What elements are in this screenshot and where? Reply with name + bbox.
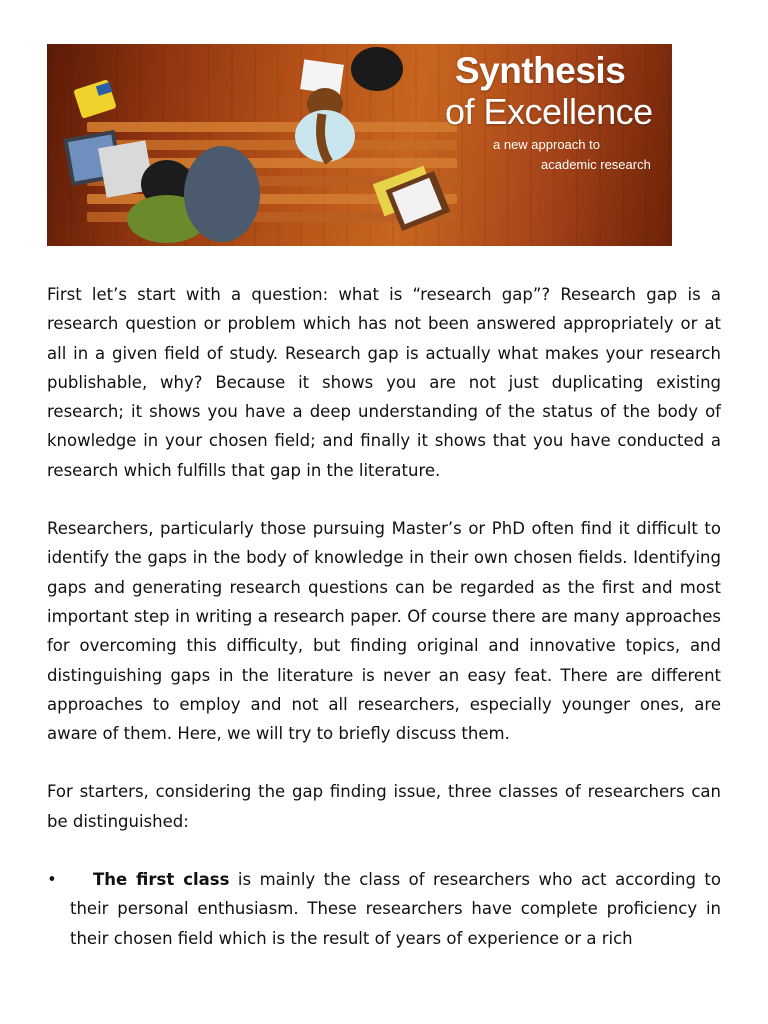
article-body xyxy=(47,280,721,953)
paragraph-difficulty: Researchers, particularly those pursuing Master’s or PhD often find it difficult to identify the gaps in the body of knowledge in their own chosen fields. Identifying gaps and generating research questions can be regarded as the first and most important step in writing a research paper. Of course there are many approaches for overcoming this difficulty, but finding original and innovative topics, and distinguishing gaps in the literature is never an easy feat. There are different approaches to employ and not all researchers, especially younger ones, are aware of them. Here, we will try to briefly discuss them. xyxy=(47,519,721,744)
banner-tagline-line1: a new approach to xyxy=(493,137,600,152)
banner-subtitle: of Excellence xyxy=(445,91,653,132)
bullet-text: is mainly the class of researchers who act according to their personal enthusiasm. These researchers have complete proficiency in their chosen field which is the result of years of experience or a rich xyxy=(70,870,721,948)
paragraph-research-gap: First let’s start with a question: what is “research gap”? Research gap is a research question or problem which has not been answered appropriately or at all in a given field of study. Research gap is actually what makes your research publishable, why? Because it shows you are not just duplicating existing research; it shows you have a deep understanding of the status of the body of knowledge in your chosen field; and finally it shows that you have conducted a research which fulfills that gap in the literature. xyxy=(47,285,721,480)
bullet-marker: • xyxy=(47,870,57,890)
banner-image xyxy=(47,44,672,246)
bullet-heading: The first class xyxy=(93,870,230,890)
banner-tagline-line2: academic research xyxy=(541,157,651,172)
classes-list xyxy=(47,865,721,953)
banner-title: Synthesis xyxy=(455,50,626,91)
paragraph-three-classes: For starters, considering the gap finding issue, three classes of researchers can be distinguished: xyxy=(47,782,721,831)
list-item xyxy=(47,865,721,953)
